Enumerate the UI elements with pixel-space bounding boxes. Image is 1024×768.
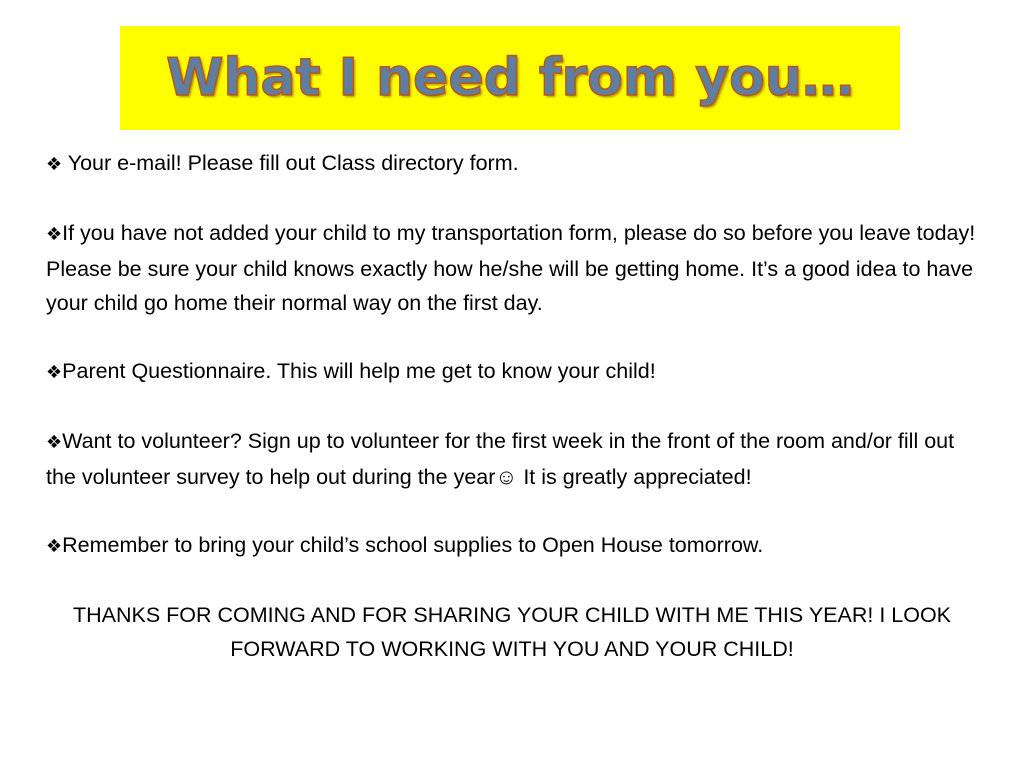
bullet-text: Your e-mail! Please fill out Class directory form. [62,151,519,175]
closing-message: THANKS FOR COMING AND FOR SHARING YOUR CHILD WITH ME THIS YEAR! I LOOK FORWARD TO WORKING WITH YOU AND YOUR CHILD! [72,603,952,661]
diamond-bullet-icon: ❖ [46,536,63,557]
bullet-item-transportation [46,216,978,320]
bullet-item-supplies [46,528,978,564]
diamond-bullet-icon: ❖ [46,154,63,175]
bullet-text: Parent Questionnaire. This will help me get to know your child! [62,359,656,383]
diamond-bullet-icon: ❖ [46,362,63,383]
bullet-text: If you have not added your child to my transportation form, please do so before you leave today! Please be sure your child knows exactly how he/she will be getting home. It’s a good idea to have your child go home their normal way on the first day. [46,221,976,315]
diamond-bullet-icon: ❖ [46,224,63,245]
diamond-bullet-icon: ❖ [46,432,63,453]
bullet-text: Want to volunteer? Sign up to volunteer for the first week in the front of the room and/or fill out the volunteer survey to help out during the year☺ It is greatly appreciated! [46,429,955,489]
bullet-item-email [46,146,978,182]
bullet-item-questionnaire [46,354,978,390]
bullet-text: Remember to bring your child’s school supplies to Open House tomorrow. [62,533,764,557]
title-banner [120,26,900,130]
bullet-item-volunteer [46,424,978,494]
slide-body [46,146,978,666]
page-title: What I need from you… [166,48,854,108]
